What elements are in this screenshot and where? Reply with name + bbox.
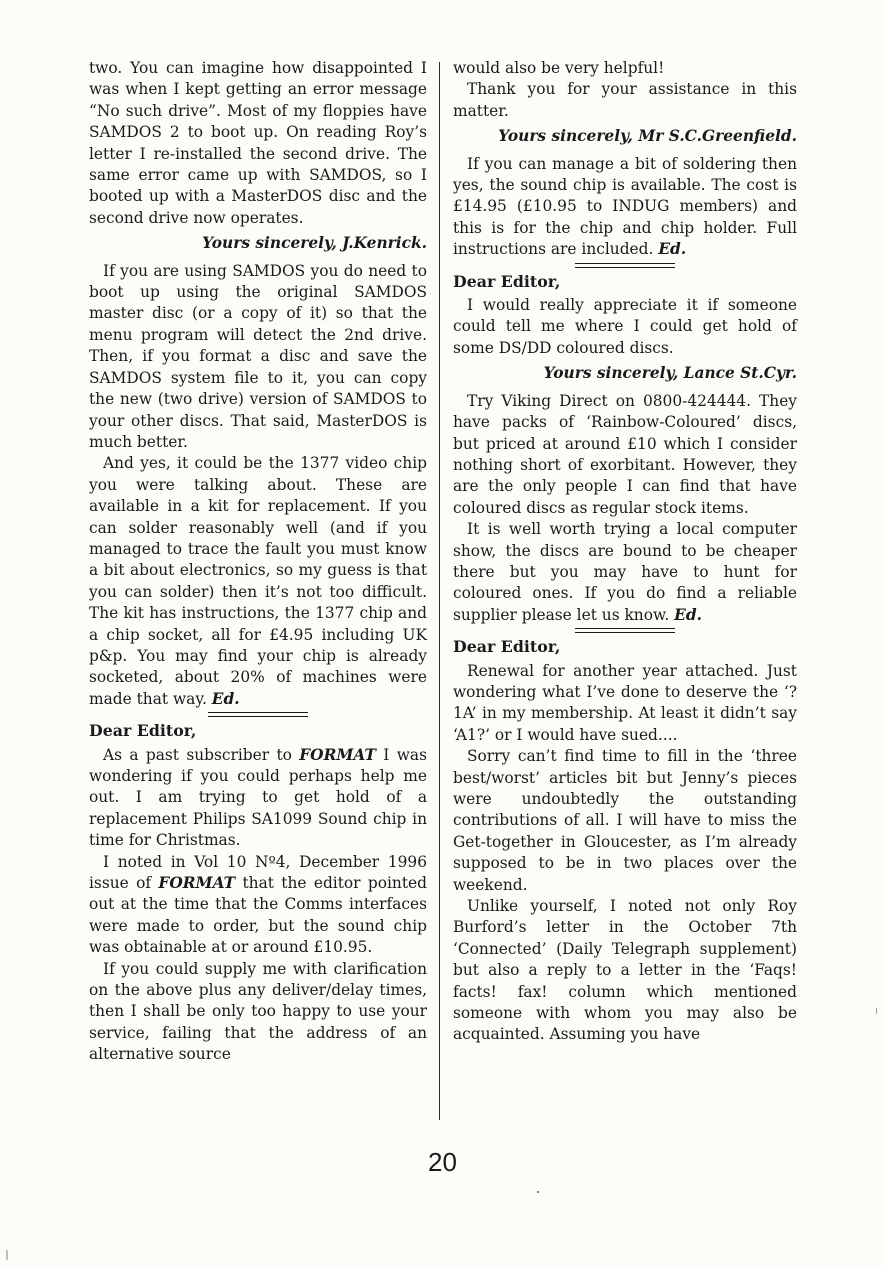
scan-speck [6,1250,8,1260]
paragraph [453,519,797,626]
paragraph-text: And yes, it could be the 1377 video chip you were talking about. These are available in a kit for replacement. If you can solder reasonably well (and if you managed to trace the fault you must know a bit about electronics, so my guess is that you can solder) then it’s not too difficult. The kit has instructions, the 1377 chip and a chip socket, all for £4.95 including UK p&p. You may find your chip is already socketed, about 20% of machines were made that way. [89,454,427,708]
paragraph [89,745,427,852]
paragraph [453,154,797,261]
paragraph: If you could supply me with clarification on the above plus any deliver/delay times, then I shall be only too happy to use your service, failing that the address of an alternative source [89,959,427,1064]
letter-heading: Dear Editor, [89,721,197,741]
editor-mark: Ed. [658,240,687,259]
editor-mark: Ed. [674,605,702,624]
signature: Yours sincerely, Lance St.Cyr. [543,364,797,383]
signature: Yours sincerely, J.Kenrick. [202,234,427,253]
letter-heading: Dear Editor, [453,271,561,291]
left-column [89,58,427,1066]
paragraph-text: If you can manage a bit of soldering then yes, the sound chip is available. The cost is £14.95 (£10.95 to INDUG members) and this is for the chip and chip holder. Full instructions are included. [453,154,797,259]
paragraph: Sorry can’t find time to fill in the ‘three best/worst’ articles bit but Jenny’s pieces were undoubtedly the outstanding contributions of all. I will have to miss the Get-together in Gloucester, as I’m already supposed to be in two places over the weekend. [453,747,797,894]
signature: Yours sincerely, Mr S.C.Greenfield. [498,127,797,146]
paragraph-text: I was wondering if you could perhaps help me out. I am trying to get hold of a replacement Philips SA1099 Sound chip in time for Christmas. [89,745,427,850]
format-title: FORMAT [299,745,376,764]
letter-heading: Dear Editor, [453,637,561,657]
paragraph [89,453,427,710]
scan-speck [876,1008,877,1014]
paragraph-text: I noted in Vol 10 Nº4, December 1996 issue of [89,852,427,893]
paragraph: Try Viking Direct on 0800-424444. They have packs of ‘Rainbow-Coloured’ discs, but priced at around £10 which I consider nothing short of exorbitant. However, they are the only people I can find that have coloured discs as regular stock items. [453,391,797,517]
paragraph: Thank you for your assistance in this matter. [453,80,797,120]
right-column [453,58,797,1046]
paragraph: If you are using SAMDOS you do need to boot up using the original SAMDOS master disc (or a copy of it) so that the menu program will detect the 2nd drive. Then, if you format a disc and save the SAMDOS system file to it, you can copy the new (two drive) version of SAMDOS to your other discs. That said, MasterDOS is much better. [89,261,427,451]
section-divider [89,712,427,720]
editor-mark: Ed. [211,689,240,708]
scan-speck [537,1191,539,1193]
paragraph [89,852,427,959]
paragraph: would also be very helpful! [453,59,665,77]
paragraph: Renewal for another year attached. Just wondering what I’ve done to deserve the ‘?1A’ in my membership. At least it didn’t say ‘A1?’ or I would have sued.... [453,661,797,744]
format-title: FORMAT [158,874,236,893]
page-number: 20 [428,1147,457,1177]
paragraph-text: As a past subscriber to [103,745,300,764]
section-divider [453,263,797,271]
section-divider [453,628,797,636]
paragraph: two. You can imagine how disappointed I was when I kept getting an error message “No such drive”. Most of my floppies have SAMDOS 2 to boot up. On reading Roy’s letter I re-installed the second drive. The same error came up with SAMDOS, so I booted up with a MasterDOS disc and the second drive now operates. [89,59,427,227]
paragraph-text: It is well worth trying a local computer show, the discs are bound to be cheaper there but you may have to hunt for coloured ones. If you do find a reliable supplier please let us know. [453,520,797,624]
paragraph: Unlike yourself, I noted not only Roy Burford’s letter in the October 7th ‘Connected’ (Daily Telegraph supplement) but also a reply to a letter in the ‘Faqs! facts! fax! column which mentioned someone with whom you may also be acquainted. Assuming you have [453,897,797,1044]
column-divider [439,62,440,1120]
paragraph-text: that the editor pointed out at the time that the Comms interfaces were made to order, but the sound chip was obtainable at or around £10.95. [89,874,427,957]
paragraph: I would really appreciate it if someone could tell me where I could get hold of some DS/DD coloured discs. [453,296,797,357]
